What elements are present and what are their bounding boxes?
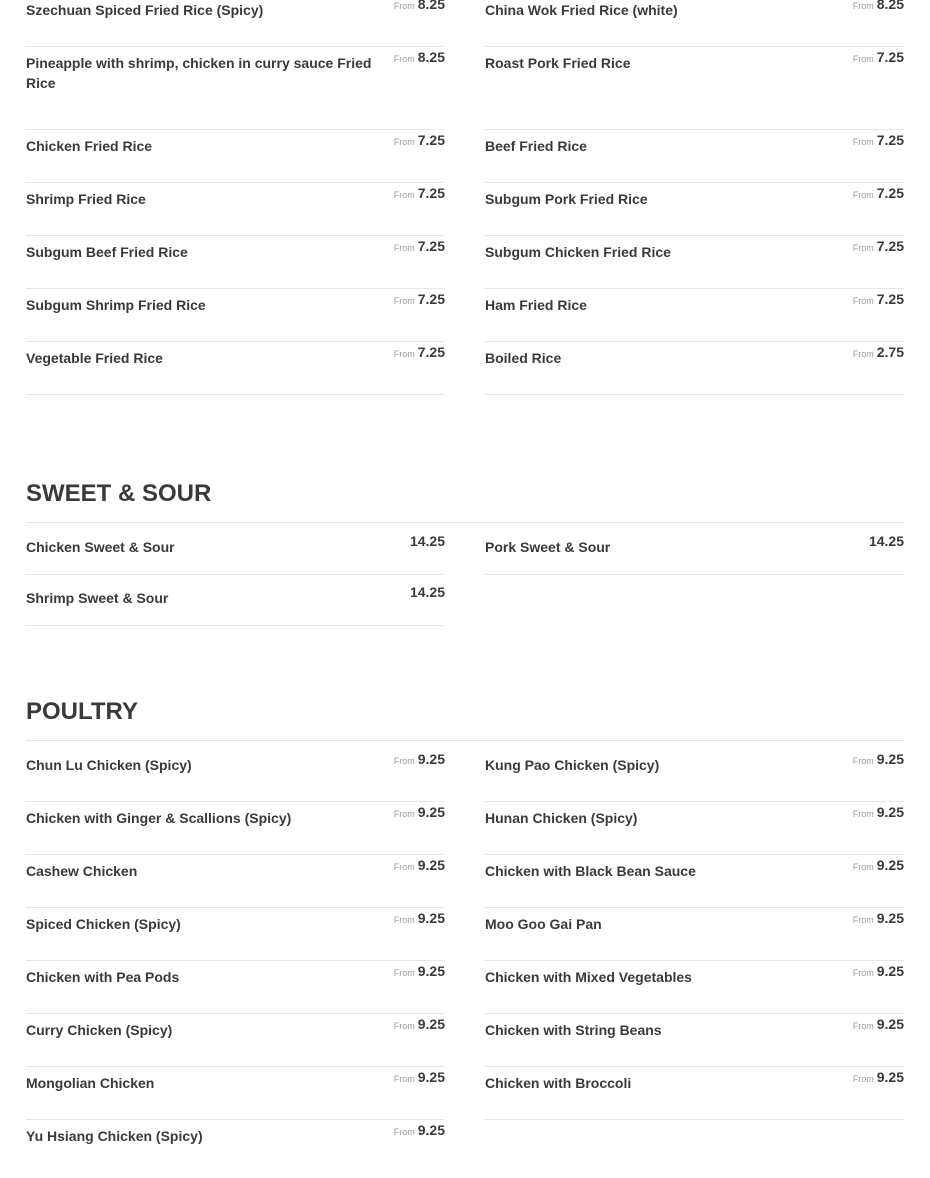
menu-item[interactable] [485,185,904,236]
item-name: Moo Goo Gai Pan [485,916,602,932]
menu-item[interactable] [26,1069,445,1120]
item-price [853,908,904,930]
menu-item[interactable] [26,804,445,855]
from-label: From [852,296,874,306]
item-name: Cashew Chicken [26,863,138,879]
item-price [410,531,445,552]
price-amount: 9.25 [876,1016,904,1032]
item-name: Subgum Chicken Fried Rice [485,244,671,260]
from-label: From [852,54,874,64]
item-name: Chicken with String Beans [485,1022,662,1038]
price-amount: 7.25 [417,291,445,307]
from-label: From [393,1074,415,1084]
menu-item[interactable] [485,238,904,289]
item-name: Chun Lu Chicken (Spicy) [26,757,192,773]
from-label: From [852,915,874,925]
item-price [394,855,445,877]
item-name: Chicken with Broccoli [485,1075,632,1091]
from-label: From [852,137,874,147]
item-name: Mongolian Chicken [26,1075,155,1091]
menu-item[interactable] [26,1016,445,1067]
from-label: From [393,915,415,925]
price-amount: 9.25 [876,751,904,767]
from-label: From [852,349,874,359]
menu-item[interactable] [26,1122,445,1173]
item-name: Hunan Chicken (Spicy) [485,810,638,826]
item-price [853,0,904,16]
item-name: Subgum Shrimp Fried Rice [26,297,206,313]
item-price [853,47,904,69]
price-amount: 7.25 [876,291,904,307]
price-amount: 7.25 [417,132,445,148]
price-amount: 8.25 [417,0,445,12]
from-label: From [393,756,415,766]
fried-rice-left-column [26,0,445,395]
menu-item[interactable] [26,185,445,236]
item-name: Shrimp Sweet & Sour [26,590,169,606]
item-price [394,236,445,258]
item-name: Spiced Chicken (Spicy) [26,916,181,932]
menu-item[interactable] [485,857,904,908]
item-name: Chicken with Pea Pods [26,969,180,985]
from-label: From [393,1127,415,1137]
from-label: From [393,243,415,253]
menu-item[interactable] [26,49,445,130]
item-price [853,855,904,877]
item-name: Yu Hsiang Chicken (Spicy) [26,1128,203,1144]
item-name: Chicken with Ginger & Scallions (Spicy) [26,810,292,826]
menu-item[interactable] [485,963,904,1014]
menu-item[interactable] [26,344,445,395]
from-label: From [393,1021,415,1031]
section-title-sweet-sour: SWEET & SOUR [26,478,904,523]
item-price [853,183,904,205]
from-label: From [852,243,874,253]
from-label: From [393,349,415,359]
from-label: From [852,809,874,819]
item-price [394,1014,445,1036]
price-amount: 9.25 [417,963,445,979]
item-price [394,289,445,311]
item-name: Kung Pao Chicken (Spicy) [485,757,660,773]
price-amount: 9.25 [417,1016,445,1032]
from-label: From [852,862,874,872]
price-amount: 8.25 [876,0,904,12]
item-price [853,749,904,771]
item-name: Vegetable Fried Rice [26,350,163,366]
item-price [394,749,445,771]
menu-item[interactable] [485,804,904,855]
price-amount: 9.25 [876,804,904,820]
menu-item[interactable] [485,751,904,802]
item-name: Shrimp Fried Rice [26,191,146,207]
from-label: From [393,54,415,64]
price-amount: 9.25 [417,1122,445,1138]
price-amount: 9.25 [876,963,904,979]
menu-item[interactable] [26,238,445,289]
price-amount: 14.25 [409,533,445,549]
fried-rice-right-column [485,0,904,395]
menu-item[interactable] [26,533,445,575]
item-name: Subgum Pork Fried Rice [485,191,648,207]
from-label: From [852,190,874,200]
item-name: Chicken with Black Bean Sauce [485,863,696,879]
poultry-right-column [485,751,904,1120]
from-label: From [852,1,874,11]
price-amount: 2.75 [876,344,904,360]
price-amount: 7.25 [876,49,904,65]
price-amount: 8.25 [417,49,445,65]
price-amount: 9.25 [417,857,445,873]
menu-item[interactable] [26,132,445,183]
price-amount: 7.25 [417,344,445,360]
section-title-poultry: POULTRY [26,696,904,741]
sweet-sour-right-column [485,533,904,575]
item-price [869,531,904,552]
sweet-sour-left-column [26,533,445,626]
from-label: From [393,1,415,11]
item-name: Subgum Beef Fried Rice [26,244,188,260]
item-price [394,130,445,152]
from-label: From [393,190,415,200]
price-amount: 9.25 [417,1069,445,1085]
menu-item[interactable] [26,751,445,802]
item-name: China Wok Fried Rice (white) [485,2,678,18]
item-price [394,908,445,930]
item-price [394,802,445,824]
item-name: Chicken with Mixed Vegetables [485,969,692,985]
price-amount: 14.25 [868,533,904,549]
item-price [853,289,904,311]
item-price [394,183,445,205]
menu-item[interactable] [485,49,904,130]
item-name: Boiled Rice [485,350,562,366]
menu-item[interactable] [485,910,904,961]
from-label: From [852,968,874,978]
menu-item[interactable] [26,963,445,1014]
item-name: Chicken Fried Rice [26,138,153,154]
item-name: Roast Pork Fried Rice [485,55,631,71]
poultry-left-column [26,751,445,1173]
menu-item[interactable] [26,0,445,47]
menu-item[interactable] [485,132,904,183]
from-label: From [393,809,415,819]
price-amount: 9.25 [417,751,445,767]
item-price [853,236,904,258]
menu-item[interactable] [485,1016,904,1067]
price-amount: 7.25 [417,238,445,254]
item-name: Chicken Sweet & Sour [26,539,175,555]
item-price [394,47,445,69]
from-label: From [393,296,415,306]
menu-item[interactable] [485,533,904,575]
item-price [853,1014,904,1036]
price-amount: 9.25 [417,910,445,926]
item-price [394,961,445,983]
from-label: From [852,1021,874,1031]
item-name: Pork Sweet & Sour [485,539,611,555]
menu-item[interactable] [26,291,445,342]
item-name: Pineapple with shrimp, chicken in curry sauce Fried Rice [26,55,372,91]
item-price [394,0,445,16]
item-price [394,1120,445,1142]
menu-item[interactable] [485,1069,904,1120]
from-label: From [393,862,415,872]
item-price [853,802,904,824]
price-amount: 9.25 [876,1069,904,1085]
item-price [853,1067,904,1089]
item-price [394,1067,445,1089]
menu-item[interactable] [485,0,904,47]
item-name: Ham Fried Rice [485,297,587,313]
menu-item[interactable] [485,344,904,395]
menu-item[interactable] [485,291,904,342]
price-amount: 7.25 [876,185,904,201]
price-amount: 7.25 [876,132,904,148]
item-price [853,130,904,152]
from-label: From [852,756,874,766]
price-amount: 14.25 [409,584,445,600]
price-amount: 9.25 [876,857,904,873]
from-label: From [393,137,415,147]
menu-item[interactable] [26,857,445,908]
item-price [410,582,445,603]
item-price [853,961,904,983]
item-name: Szechuan Spiced Fried Rice (Spicy) [26,2,264,18]
menu-item[interactable] [26,910,445,961]
menu-item[interactable] [26,584,445,626]
item-price [394,342,445,364]
price-amount: 7.25 [876,238,904,254]
price-amount: 9.25 [876,910,904,926]
item-name: Beef Fried Rice [485,138,587,154]
price-amount: 7.25 [417,185,445,201]
item-name: Curry Chicken (Spicy) [26,1022,173,1038]
item-price [853,342,904,364]
from-label: From [393,968,415,978]
price-amount: 9.25 [417,804,445,820]
from-label: From [852,1074,874,1084]
